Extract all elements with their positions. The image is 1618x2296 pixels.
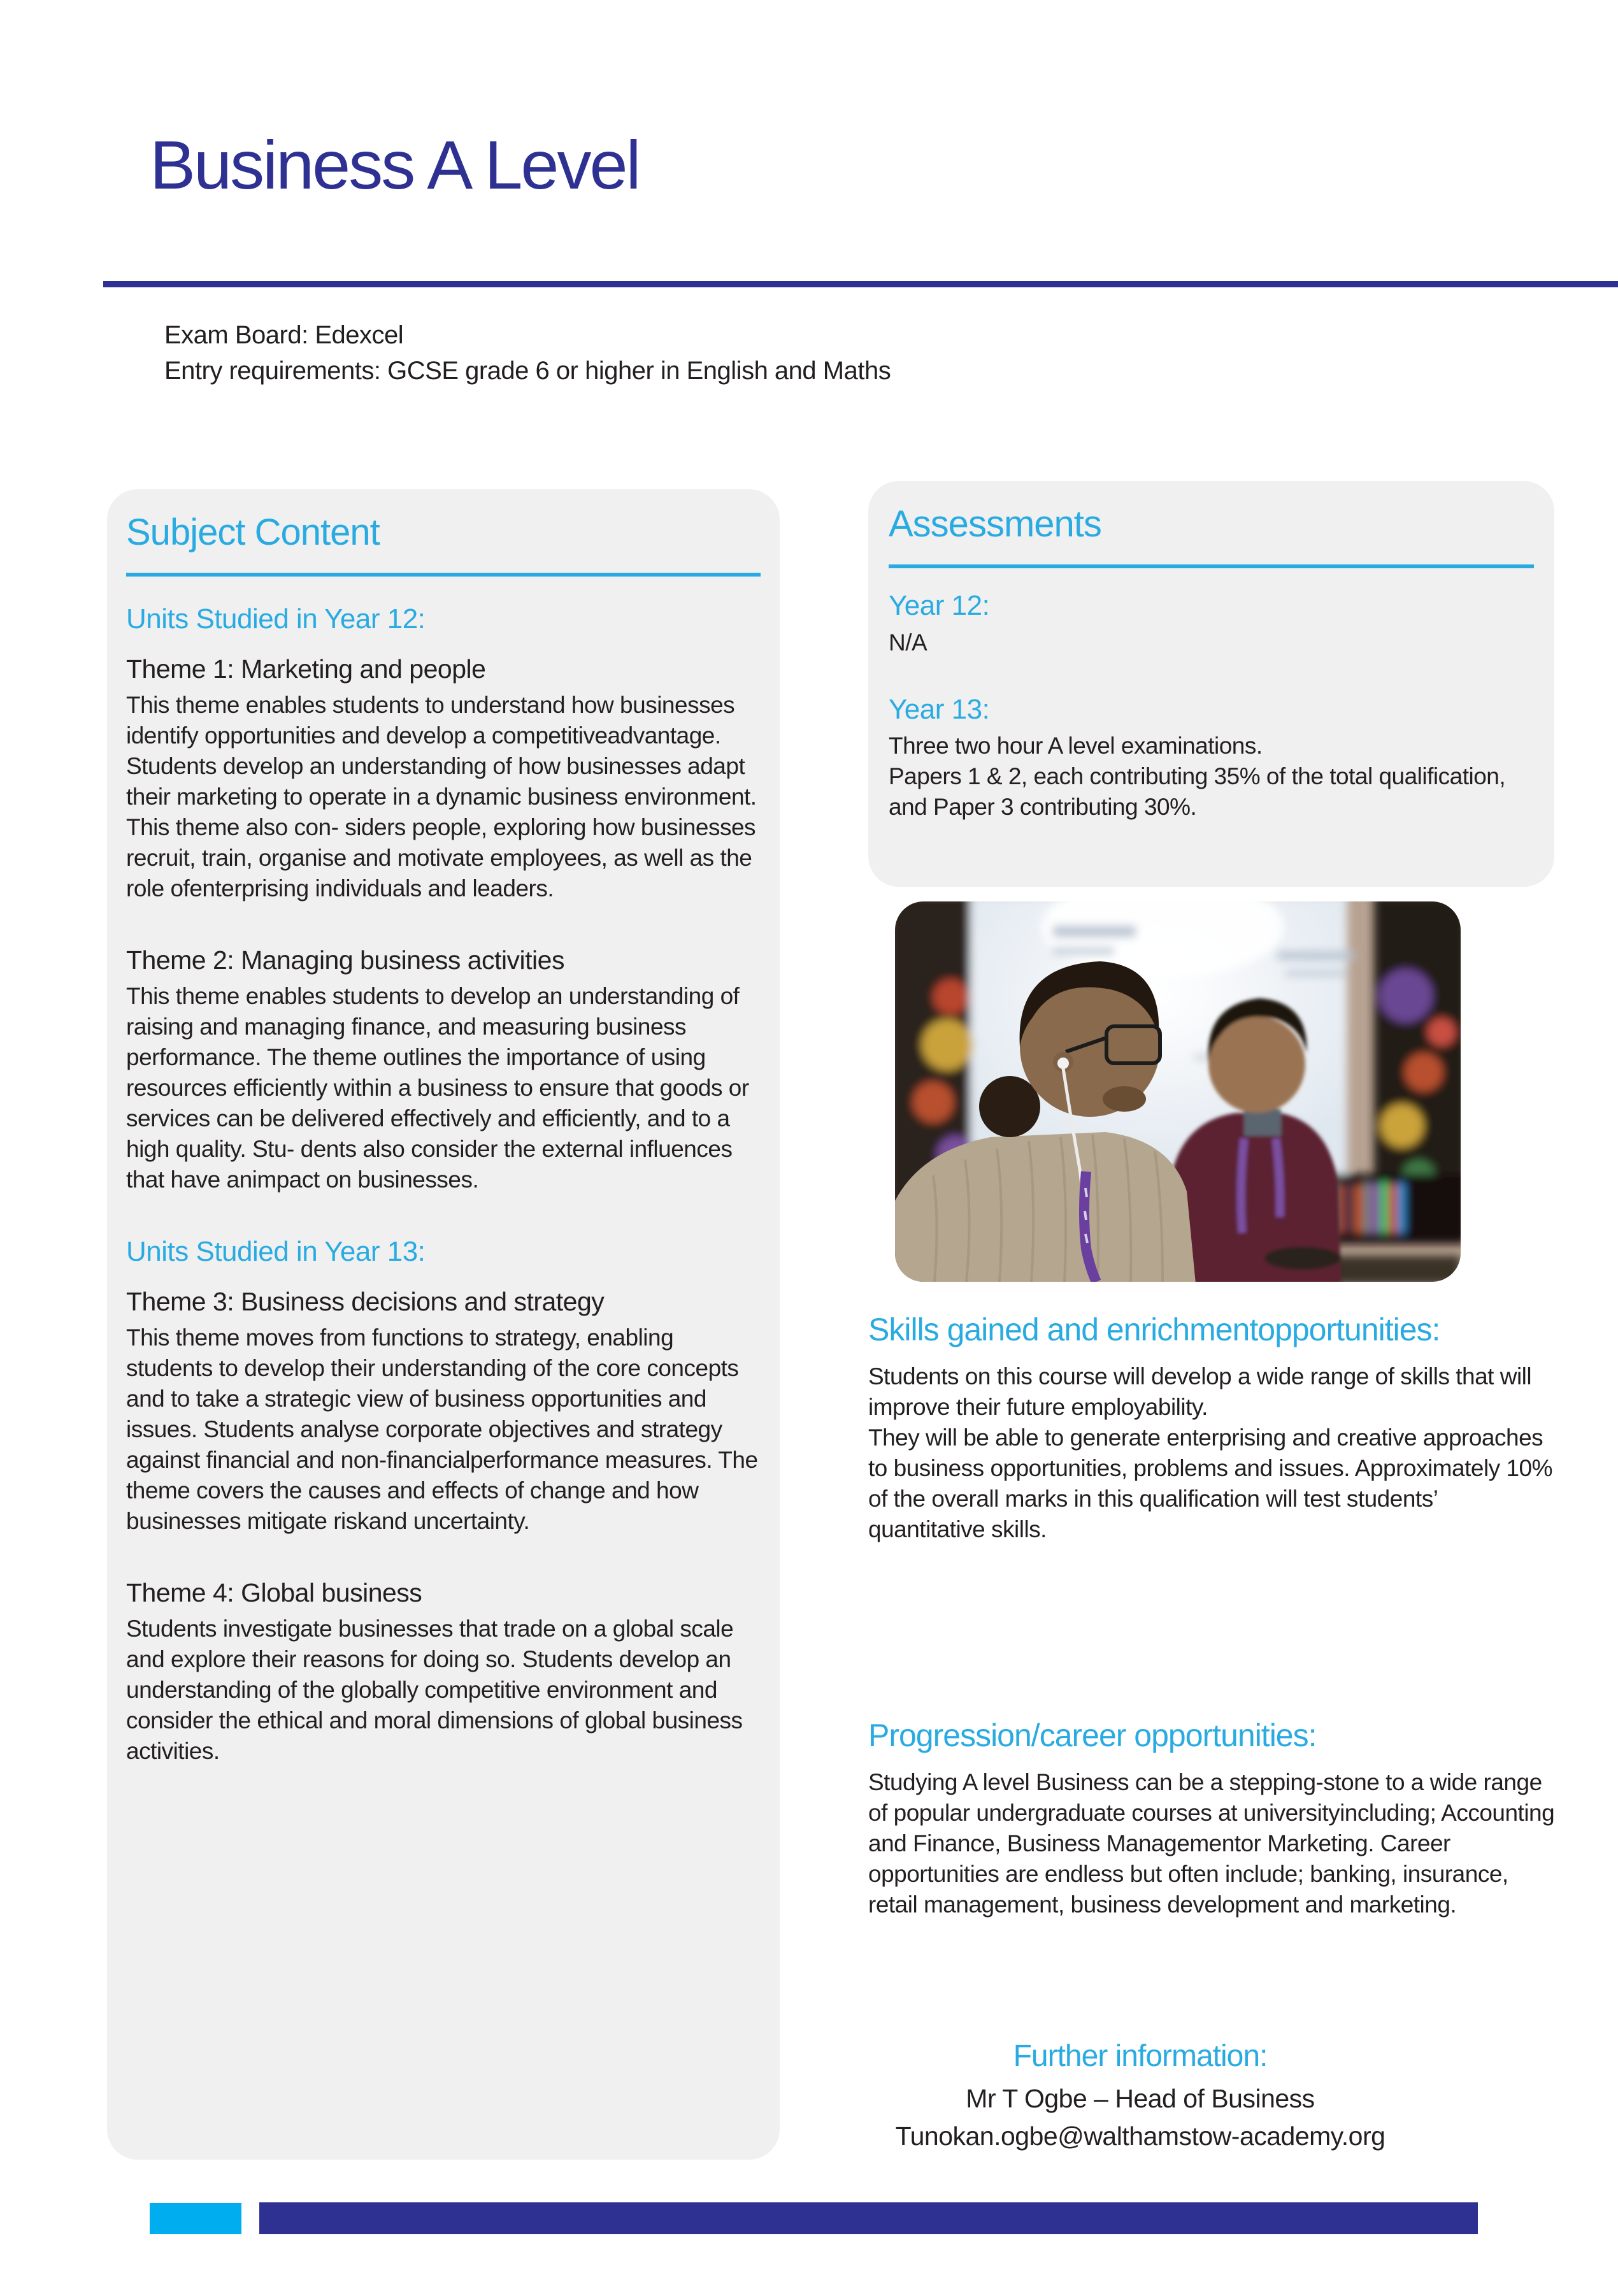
theme2-title: Theme 2: Managing business activities	[126, 945, 564, 975]
exam-info	[164, 317, 891, 389]
subject-content-heading: Subject Content	[126, 512, 380, 553]
theme2-body: This theme enables students to develop an understanding of raising and managing finance, and measuring business performance. The theme outlines the importance of using resources efficiently within a business to ensure that goods or services can be delivered effectively and efficiently, and to a high quality. Stu- dents also consider the external influences that have animpact on businesses.	[126, 982, 749, 1193]
assessments-heading: Assessments	[889, 503, 1101, 545]
classroom-photo	[895, 901, 1461, 1282]
assessments-year13-line2: Papers 1 & 2, each contributing 35% of the total qualification, and Paper 3 contributing 30%.	[889, 763, 1506, 821]
progression-section	[868, 1717, 1559, 1920]
year12-units-heading: Units Studied in Year 12:	[126, 603, 426, 635]
classroom-photo-illustration	[895, 901, 1461, 1282]
subject-content-divider	[126, 573, 761, 577]
skills-section	[868, 1311, 1559, 1545]
page-title: Business A Level	[150, 126, 640, 203]
contact-email[interactable]: Tunokan.ogbe@walthamstow-academy.org	[895, 2121, 1385, 2151]
skills-heading: Skills gained and enrichmentopportunities:	[868, 1312, 1440, 1347]
assessments-year13-label: Year 13:	[889, 693, 990, 725]
assessments-year12-label: Year 12:	[889, 589, 990, 621]
assessments-panel	[868, 481, 1554, 887]
contact-name: Mr T Ogbe – Head of Business	[966, 2084, 1315, 2113]
footer-blue-bar	[259, 2202, 1478, 2234]
year13-units-heading: Units Studied in Year 13:	[126, 1235, 426, 1267]
assessments-divider	[889, 564, 1534, 568]
footer-cyan-block	[150, 2203, 241, 2234]
subject-content-panel	[107, 489, 780, 2160]
skills-paragraph-2: They will be able to generate enterprising and creative approaches to business opportunities, problems and issues. Approximately 10% of the overall marks in this qualification will test students’ quantitative skills.	[868, 1424, 1552, 1542]
entry-requirements-line: Entry requirements: GCSE grade 6 or higher in English and Maths	[164, 357, 891, 385]
progression-heading: Progression/career opportunities:	[868, 1718, 1317, 1753]
theme4-title: Theme 4: Global business	[126, 1577, 422, 1607]
theme3-body: This theme moves from functions to strategy, enabling students to develop their understanding of the core concepts and to take a strategic view of business opportunities and issues. Students analyse corporate objectives and strategy against financial and non-financialperformance measures. The theme covers the causes and effects of change and how businesses mitigate riskand uncertainty.	[126, 1324, 758, 1534]
progression-body: Studying A level Business can be a stepping-stone to a wide range of popular undergraduate courses at universityincluding; Accounting and Finance, Business Managementor Marketing. Career opportunities are endless but often include; banking, insurance, retail management, business development and marketing.	[868, 1769, 1555, 1918]
theme1-title: Theme 1: Marketing and people	[126, 654, 486, 684]
exam-board-line: Exam Board: Edexcel	[164, 321, 404, 349]
assessments-year13-line1: Three two hour A level examinations.	[889, 733, 1263, 759]
theme1-body: This theme enables students to understand how businesses identify opportunities and develop a competitiveadvantage. Students develop an understanding of how businesses adapt their marketing to operate in a dynamic business environment. This theme also con- siders people, exploring how businesses recruit, train, organise and motivate employees, as well as the role ofenterprising individuals and leaders.	[126, 691, 757, 901]
assessments-year12-value: N/A	[889, 629, 927, 656]
theme3-title: Theme 3: Business decisions and strategy	[126, 1286, 605, 1316]
title-divider	[103, 281, 1618, 287]
further-information-heading: Further information:	[1013, 2039, 1268, 2073]
further-information-section	[713, 2039, 1567, 2151]
theme4-body: Students investigate businesses that trade on a global scale and explore their reasons for doing so. Students develop an understanding of the globally competitive environment and consider the ethical and moral dimensions of global business activities.	[126, 1615, 743, 1764]
skills-paragraph-1: Students on this course will develop a wide range of skills that will improve their future employability.	[868, 1363, 1532, 1420]
